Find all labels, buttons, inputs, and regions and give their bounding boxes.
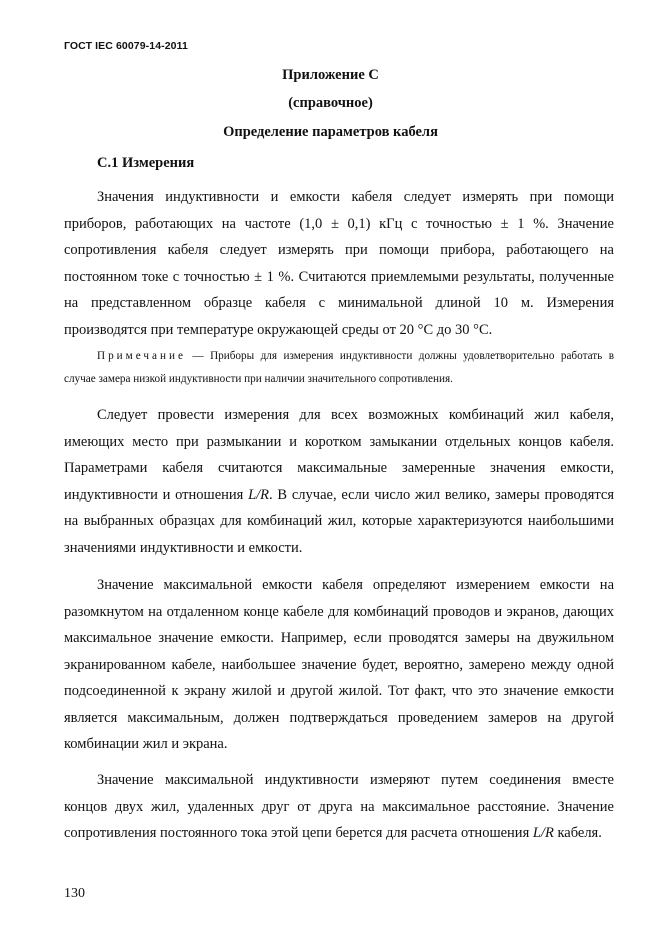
document-header: ГОСТ IEC 60079-14-2011: [64, 40, 188, 52]
appendix-title: Приложение С: [282, 67, 379, 83]
lr-ratio: L/R: [248, 486, 270, 503]
page-number: 130: [64, 886, 85, 901]
appendix-type: (справочное): [288, 95, 373, 111]
section-heading: С.1 Измерения: [97, 155, 195, 171]
paragraph-combinations: [64, 402, 614, 561]
paragraph-max-inductance: [64, 767, 614, 847]
note-paragraph: [64, 345, 614, 391]
paragraph-max-capacitance: Значение максимальной емкости кабеля определяют измерением емкости на разомкнутом на отдаленном конце кабеле для комбинаций проводов и экранов, дающих максимальное значение емкости. Например, если проводятся замеры на двужильном экранированном кабеле, наибольшее значение будет, вероятно, замерено между одной подсоединенной к экрану жилой и другой жилой. Тот факт, что это значение емкости является максимальным, должен подтверждаться проведением замеров на другой комбинации жил и экрана.: [64, 577, 614, 752]
lr-ratio: L/R: [532, 825, 554, 841]
paragraph-combinations-text-a: Следует провести измерения для всех возможных комбинаций жил кабеля, имеющих место при размыкании и коротком замыкании отдельных концов кабеля. Параметрами кабеля считаются максимальные замеренные значения емкости, индуктивности и отношения: [64, 407, 614, 503]
paragraph-max-inductance-text-b: кабеля.: [553, 825, 602, 841]
paragraph-measurement-conditions: Значения индуктивности и емкости кабеля следует измерять при помощи приборов, работающих на частоте (1,0 ± 0,1) кГц с точностью ± 1 %. Значение сопротивления кабеля следует измерять при помощи прибора, работающего на постоянном токе с точностью ± 1 %. Считаются приемлемыми результаты, полученные на представленном образце кабеля с минимальной длиной 10 м. Измерения производятся при температуре окружающей среды от 20 °С до 30 °С.: [64, 189, 614, 338]
note-dash: —: [185, 350, 211, 362]
paragraph-max-inductance-text-a: Значение максимальной индуктивности измеряют путем соединения вместе концов двух жил, удаленных друг от друга на максимальное расстояние. Значение сопротивления постоянного тока этой цепи берется для расчета отношения: [64, 772, 614, 841]
note-label: Примечание: [97, 350, 186, 362]
paragraph-combinations-text-b: . В случае, если число жил велико, замеры проводятся на выбранных образцах для комбинаций жил, которые характеризуются наибольшими значениями индуктивности и емкости.: [64, 486, 614, 556]
appendix-subtitle: Определение параметров кабеля: [223, 124, 438, 140]
note-text: Приборы для измерения индуктивности должны удовлетворительно работать в случае замера низкой индуктивности при наличии значительного сопротивления.: [64, 350, 615, 385]
